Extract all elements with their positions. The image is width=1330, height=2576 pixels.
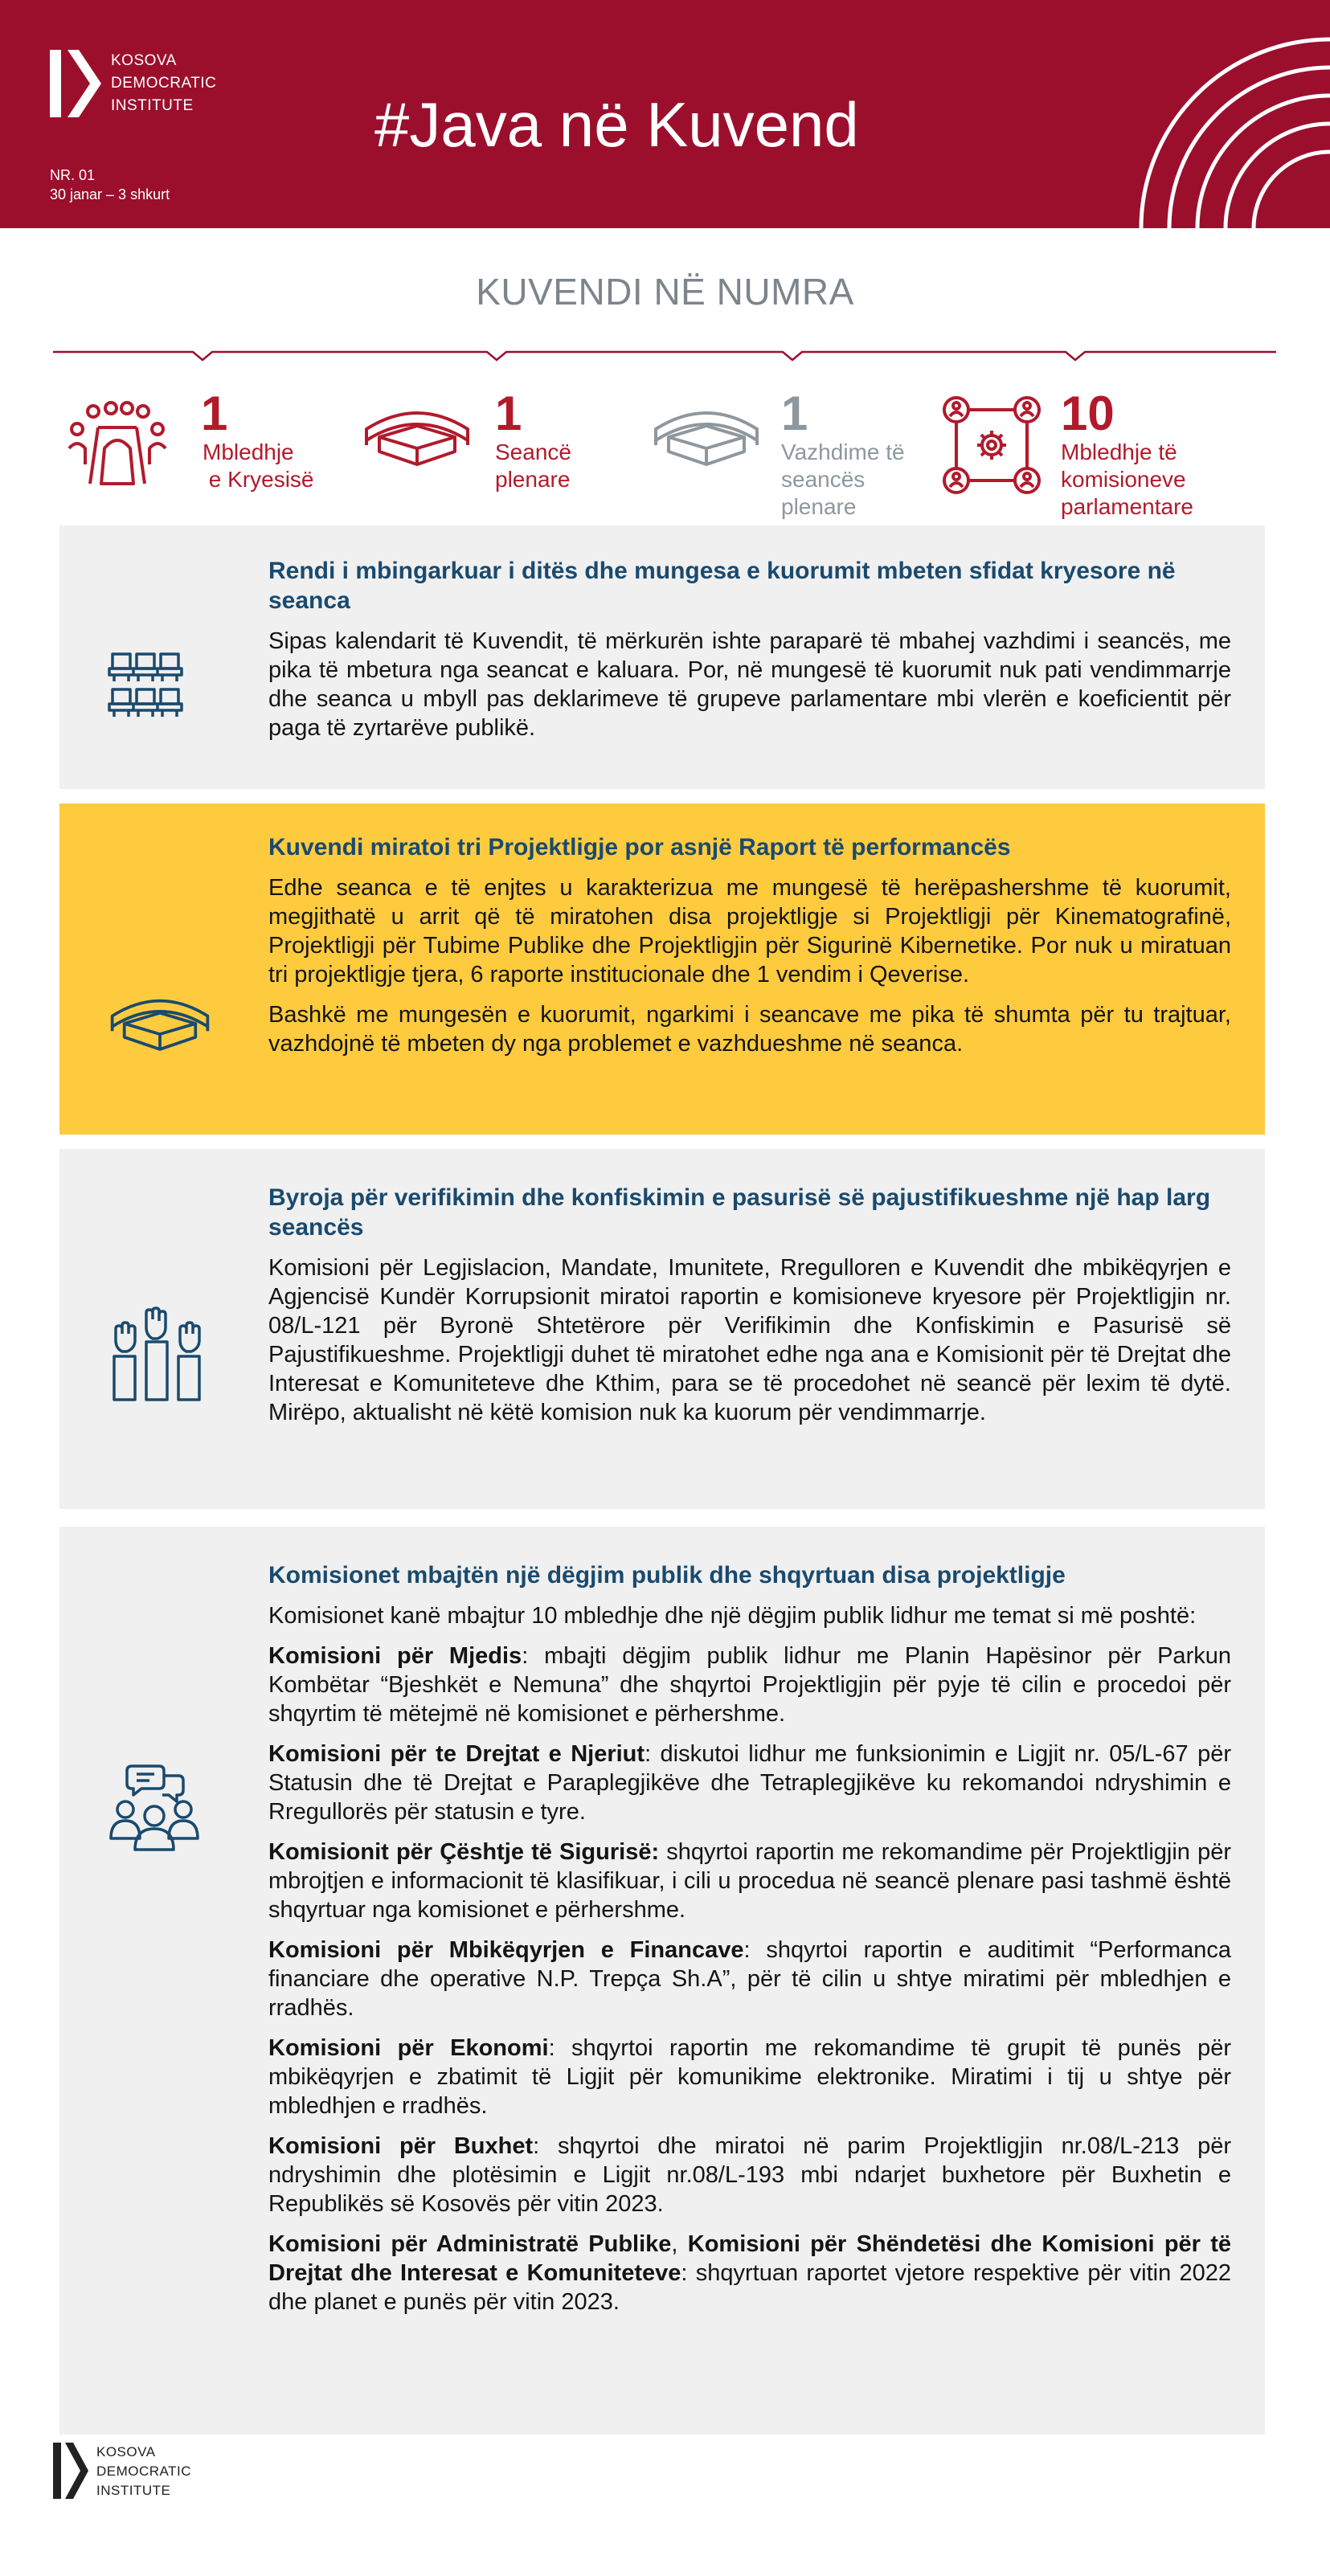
- logo-line: KOSOVA: [96, 2444, 156, 2459]
- stat-label-line: seancës: [781, 467, 866, 492]
- committee-text: : shqyrtoi raportin me rekomandime të grupit të punës për mbikëqyrjen e zbatimit të Ligjit për komunikime elektronike. Miratimi i tij u shtye për mbledhjen e rradhës.: [268, 2035, 1231, 2119]
- committee-name: Komisioni për Buxhet: [268, 2133, 534, 2159]
- card-title: Kuvendi miratoi tri Projektligje por asnjë Raport të performancës: [268, 834, 1011, 861]
- stat-label-line: komisioneve: [1061, 467, 1186, 492]
- section-title-numbers: KUVENDI NË NUMRA: [476, 271, 854, 313]
- card-body: [268, 1560, 1231, 2328]
- committee-separator: ,: [671, 2231, 688, 2257]
- committee-item: [268, 1642, 1231, 1728]
- stat-value: 1: [495, 386, 522, 440]
- committee-item: [268, 1838, 1231, 1924]
- committee-item: [268, 2034, 1231, 2120]
- logo-line: INSTITUTE: [96, 2483, 171, 2498]
- raised-hands-icon: [108, 1306, 207, 1403]
- committee-name: Komisioni për Mbikëqyrjen e Financave: [268, 1937, 744, 1963]
- stat-label-line: parlamentare: [1061, 494, 1193, 519]
- issue-info: [50, 166, 170, 204]
- committee-text: : mbajti dëgjim publik lidhur me Planin Hapësinor për Parkun Kombëtar “Bjeshkët e Nemuna” dhe shqyrtoi Projektligjin për pyje të cilin e procedoi për shqyrtim të mëtejmë në komisionet e përhershme.: [268, 1643, 1231, 1727]
- stat-label: [203, 439, 314, 493]
- committee-item: [268, 2230, 1231, 2316]
- stat-label-line: Mbledhje të: [1061, 440, 1177, 464]
- card-title: Byroja për verifikimin dhe konfiskimin e pasurisë së pajustifikueshme një hap larg seancës: [268, 1184, 1211, 1241]
- issue-dates: 30 janar – 3 shkurt: [50, 186, 170, 202]
- discussion-group-icon: [108, 1763, 201, 1851]
- parliament-arcs-icon: [1109, 0, 1330, 228]
- plenary-hall-icon: [651, 403, 762, 468]
- stat-value: 1: [781, 386, 808, 440]
- committee-text: : shqyrtuan raportet vjetore respektive për vitin 2022 dhe planet e punës për vitin 2023.: [268, 2260, 1232, 2315]
- card-body: [268, 832, 1231, 1069]
- plenary-hall-icon: [108, 990, 212, 1054]
- kdi-logo-mark-icon: [53, 2443, 88, 2499]
- logo-line: KOSOVA: [111, 52, 177, 69]
- news-card-committees: [59, 1527, 1265, 2435]
- logo-text: [96, 2443, 191, 2500]
- footer-kdi-logo[interactable]: [53, 2443, 191, 2500]
- card-paragraph: Bashkë me mungesën e kuorumit, ngarkimi i seancave me pika të shumta për tu trajtuar, vazhdojnë të mbeten dy nga problemet e vazhdueshme në seanca.: [268, 1002, 1231, 1057]
- kdi-logo-mark-icon: [50, 50, 101, 117]
- committee-text: : shqyrtoi raportin e auditimit “Performanca financiare dhe operative N.P. Trepça Sh.A”, për të cilin u shtye miratimi për mbledhjen e rradhës.: [268, 1937, 1232, 2021]
- stat-committee-meetings: [940, 386, 1278, 525]
- committee-name: Komisioni për Ekonomi: [268, 2035, 549, 2061]
- stat-label-line: plenare: [495, 467, 571, 492]
- kdi-logo[interactable]: [50, 50, 216, 117]
- stat-label-line: plenare: [781, 494, 857, 519]
- header-banner: [0, 0, 1330, 228]
- card-title: Komisionet mbajtën një dëgjim publik dhe shqyrtuan disa projektligje: [268, 1562, 1066, 1589]
- stat-label-line: Seancë: [495, 440, 571, 464]
- committee-network-icon: [942, 395, 1041, 495]
- stat-label: [1061, 439, 1193, 521]
- meeting-table-icon: [66, 400, 169, 489]
- committee-item: [268, 1936, 1231, 2022]
- stat-value: 10: [1061, 386, 1115, 440]
- committee-name: Komisioni për te Drejtat e Njeriut: [268, 1741, 645, 1767]
- page-title: #Java në Kuvend: [374, 89, 859, 160]
- news-card-quorum: [59, 525, 1265, 789]
- section-divider: [53, 342, 1276, 366]
- stat-presidency-meetings: [66, 386, 355, 525]
- committee-text: shqyrtoi raportin me rekomandime për Projektligjin për mbrojtjen e informacionit të klasifikuar, i cili u procedua në seancë plenare pasi tashmë është shqyrtuar nga komisionet e përhershme.: [268, 1839, 1231, 1923]
- stat-plenary-sessions: [362, 386, 651, 525]
- card-body: [268, 556, 1231, 754]
- stat-label-line: e Kryesisë: [203, 467, 314, 492]
- logo-line: INSTITUTE: [111, 97, 194, 114]
- committee-text: : shqyrtoi dhe miratoi në parim Projektligjin nr.08/L-213 për ndryshimin dhe plotësimin e Ligjit nr.08/L-193 mbi ndarjet buxhetore për Buxhetin e Republikës së Kosovës për vitin 2023.: [268, 2133, 1232, 2217]
- news-card-asset-verification: [59, 1149, 1265, 1509]
- stat-session-continuations: [651, 386, 940, 525]
- issue-number: NR. 01: [50, 167, 96, 183]
- stat-label: [495, 439, 571, 493]
- card-body: [268, 1183, 1231, 1438]
- committee-name: Komisioni për Mjedis: [268, 1643, 522, 1669]
- card-paragraph: Komisioni për Legjislacion, Mandate, Imunitete, Rregulloren e Kuvendit dhe mbikëqyrjen e Agjencisë Kundër Korrupsionit miratoi raportin e komisioneve kryesore për Projektligjin nr. 08/L-121 për Byronë Shtetërore për Verifikimin dhe Konfiskimin e Pasurisë së Pajustifikueshme. Projektligji duhet të miratohet edhe nga ana e Komisionit për të Drejtat dhe Interesat e Komuniteteve dhe Kthim, para se të procedohet në seancë për lexim të dytë. Mirëpo, aktualisht në këtë komision nuk ka kuorum për vendimmarrje.: [268, 1255, 1231, 1425]
- committee-name: Komisioni për Administratë Publike: [268, 2231, 672, 2257]
- logo-text: [111, 50, 216, 117]
- committee-name: Komisionit për Çështje të Sigurisë:: [268, 1839, 660, 1865]
- stat-value: 1: [201, 386, 228, 440]
- card-paragraph: Edhe seanca e të enjtes u karakterizua me mungesë të herëpashershme të kuorumit, megjithatë u arrit që të miratohen disa projektligje si Projektligji për Kinematografinë, Projektligji për Tubime Publike dhe Projektligjin për Sigurinë Kibernetike. Por nuk u miratuan tri projektligje tjera, 6 raporte institucionale dhe 1 vendim i Qeverise.: [268, 875, 1231, 987]
- committee-text: : diskutoi lidhur me funksionimin e Ligjit nr. 05/L-67 për Statusin dhe të Drejtat e Paraplegjikëve dhe Tetraplegjikëve ku rekomandoi ndryshimin e Rregullorës për statusin e tyre.: [268, 1741, 1231, 1825]
- committee-name: Komisioni për Shëndetësi dhe Komisioni për të Drejtat dhe Interesat e Komuniteteve: [268, 2231, 1231, 2286]
- plenary-hall-icon: [362, 403, 473, 468]
- logo-line: DEMOCRATIC: [96, 2464, 192, 2479]
- seats-icon: [108, 648, 188, 728]
- logo-line: DEMOCRATIC: [111, 75, 217, 92]
- committee-item: [268, 2132, 1231, 2218]
- stat-label: [781, 439, 905, 521]
- card-paragraph: Sipas kalendarit të Kuvendit, të mërkurën ishte paraparë të mbahej vazhdimi i seancës, me pika të mbetura nga seancat e kaluara. Por, në mungesë të kuorumit nuk pati vendimmarrje dhe seanca u mbyll pas deklarimeve të grupeve parlamentare mbi vlerën e koeficientit për paga të zyrtarëve publikë.: [268, 628, 1231, 741]
- card-intro: Komisionet kanë mbajtur 10 mbledhje dhe një dëgjim publik lidhur me temat si më poshtë:: [268, 1603, 1197, 1629]
- committee-item: [268, 1740, 1231, 1826]
- stat-label-line: Mbledhje: [203, 440, 294, 464]
- stat-label-line: Vazhdime të: [781, 440, 905, 464]
- news-card-laws-approved: [59, 803, 1265, 1135]
- card-title: Rendi i mbingarkuar i ditës dhe mungesa e kuorumit mbeten sfidat kryesore në seanca: [268, 558, 1176, 614]
